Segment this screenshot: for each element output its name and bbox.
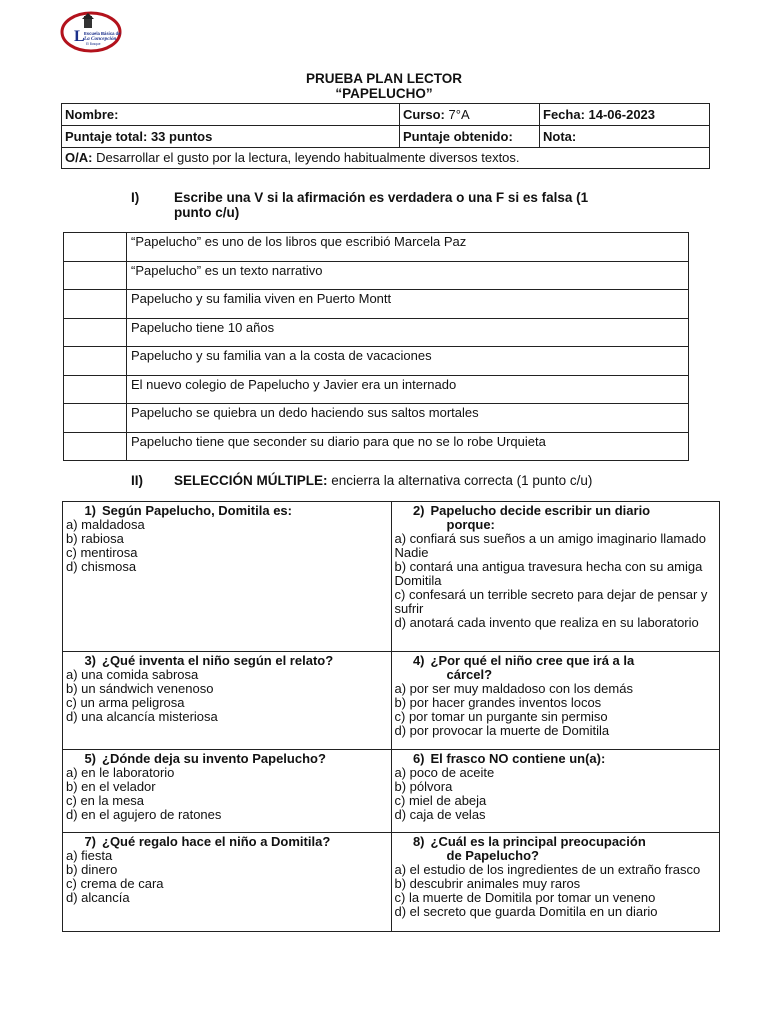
question-cell (391, 833, 720, 932)
logo-line3: El Bosque (86, 42, 101, 46)
answer-option[interactable]: c) mentirosa (66, 545, 138, 560)
page-subtitle: “PAPELUCHO” (335, 86, 433, 101)
true-false-row (64, 347, 689, 376)
logo-line1: Escuela Básica de (84, 31, 121, 36)
answer-option[interactable]: c) miel de abeja (394, 793, 487, 808)
question-heading (395, 654, 717, 668)
question-number: 6) (412, 751, 425, 766)
section-2-heading (131, 473, 711, 491)
statement-text: El nuevo colegio de Papelucho y Javier era un internado (127, 375, 689, 404)
true-false-row (64, 290, 689, 319)
nombre-label: Nombre: (65, 107, 119, 122)
page-title: PRUEBA PLAN LECTOR (305, 71, 462, 86)
question-heading (395, 752, 717, 766)
statement-text: Papelucho se quiebra un dedo haciendo sus saltos mortales (127, 404, 689, 433)
section-1-instruction-line1: Escribe una V si la afirmación es verdadera o una F si es falsa (1 (174, 190, 589, 205)
answer-option[interactable]: a) por ser muy maldadoso con los demás (394, 681, 633, 696)
question-number: 1) (84, 503, 96, 518)
answer-option[interactable]: a) el estudio de los ingredientes de un extraño frasco (394, 862, 701, 877)
nota-label: Nota: (543, 129, 577, 144)
logo-initial: L (74, 28, 85, 45)
question-row (63, 502, 720, 652)
answer-option[interactable]: c) confesará un terrible secreto para dejar de pensar y sufrir (394, 587, 708, 616)
section-2-instruction: encierra la alternativa correcta (1 punto c/u) (331, 473, 593, 488)
answer-option[interactable]: b) descubrir animales muy raros (394, 876, 581, 891)
question-number: 4) (412, 653, 425, 668)
question-text: El frasco NO contiene un(a): (430, 751, 606, 766)
question-heading (66, 752, 388, 766)
answer-option[interactable]: d) en el agujero de ratones (66, 807, 222, 822)
fecha-label: Fecha: 14-06-2023 (543, 107, 656, 122)
true-false-table (63, 232, 689, 461)
question-text: ¿Qué regalo hace el niño a Domitila? (102, 834, 331, 849)
true-false-row (64, 404, 689, 433)
question-heading (66, 654, 388, 668)
section-1-heading (131, 190, 691, 224)
answer-box[interactable] (64, 261, 127, 290)
answer-option[interactable]: c) crema de cara (66, 876, 164, 891)
statement-text: Papelucho y su familia van a la costa de vacaciones (127, 347, 689, 376)
question-cell (391, 652, 720, 750)
question-cell (391, 502, 720, 652)
answer-option[interactable]: d) una alcancía misteriosa (66, 709, 218, 724)
answer-option[interactable]: a) maldadosa (66, 517, 145, 532)
multiple-choice-table (62, 501, 720, 932)
true-false-row (64, 261, 689, 290)
answer-option[interactable]: b) por hacer grandes inventos locos (394, 695, 602, 710)
answer-box[interactable] (64, 432, 127, 461)
question-cell (63, 750, 392, 833)
answer-option[interactable]: c) la muerte de Domitila por tomar un veneno (394, 890, 656, 905)
answer-option[interactable]: b) dinero (66, 862, 118, 877)
question-number: 3) (84, 653, 96, 668)
question-text: ¿Qué inventa el niño según el relato? (102, 653, 334, 668)
answer-option[interactable]: d) alcancía (66, 890, 130, 905)
true-false-row (64, 432, 689, 461)
question-number: 7) (84, 834, 96, 849)
question-cell (63, 833, 392, 932)
question-row (63, 750, 720, 833)
answer-option[interactable]: b) contará una antigua travesura hecha con su amiga Domitila (394, 559, 703, 588)
puntaje-total: Puntaje total: 33 puntos (65, 129, 213, 144)
question-row (63, 652, 720, 750)
answer-option[interactable]: a) poco de aceite (394, 765, 495, 780)
answer-box[interactable] (64, 404, 127, 433)
answer-box[interactable] (64, 290, 127, 319)
question-text-cont: de Papelucho? (446, 848, 539, 863)
answer-option[interactable]: a) en le laboratorio (66, 765, 175, 780)
section-2-label: SELECCIÓN MÚLTIPLE: (174, 473, 328, 488)
answer-option[interactable]: d) anotará cada invento que realiza en su laboratorio (394, 615, 699, 630)
statement-text: “Papelucho” es uno de los libros que escribió Marcela Paz (127, 233, 689, 262)
answer-option[interactable]: a) una comida sabrosa (66, 667, 199, 682)
question-text: Papelucho decide escribir un diario (430, 503, 651, 518)
statement-text: “Papelucho” es un texto narrativo (127, 261, 689, 290)
statement-text: Papelucho tiene que seconder su diario para que no se lo robe Urquieta (127, 432, 689, 461)
question-number: 8) (412, 834, 425, 849)
answer-box[interactable] (64, 318, 127, 347)
question-text: ¿Por qué el niño cree que irá a la (430, 653, 635, 668)
statement-text: Papelucho y su familia viven en Puerto Montt (127, 290, 689, 319)
section-1-number: I) (131, 190, 140, 205)
question-text-cont: cárcel? (446, 667, 493, 682)
info-table (61, 103, 710, 169)
answer-option[interactable]: a) confiará sus sueños a un amigo imaginario llamado Nadie (394, 531, 706, 560)
question-text: Según Papelucho, Domitila es: (102, 503, 292, 518)
answer-option[interactable]: b) pólvora (394, 779, 453, 794)
answer-box[interactable] (64, 347, 127, 376)
answer-option[interactable]: d) chismosa (66, 559, 137, 574)
question-cell (63, 502, 392, 652)
answer-option[interactable]: b) un sándwich venenoso (66, 681, 214, 696)
answer-option[interactable]: d) caja de velas (394, 807, 486, 822)
question-text: ¿Cuál es la principal preocupación (430, 834, 646, 849)
oa-text: Desarrollar el gusto por la lectura, leyendo habitualmente diversos textos. (96, 150, 520, 165)
logo-line2: La Concepción (84, 36, 117, 42)
section-2-number: II) (131, 473, 143, 488)
school-logo (60, 11, 122, 53)
puntaje-obtenido-label: Puntaje obtenido: (403, 129, 513, 144)
answer-box[interactable] (64, 375, 127, 404)
question-heading (395, 835, 717, 849)
answer-option[interactable]: c) en la mesa (66, 793, 145, 808)
answer-option[interactable]: c) un arma peligrosa (66, 695, 185, 710)
question-number: 2) (412, 503, 425, 518)
answer-option[interactable]: c) por tomar un purgante sin permiso (394, 709, 608, 724)
curso-value: 7°A (448, 107, 470, 122)
question-text: ¿Dónde deja su invento Papelucho? (102, 751, 326, 766)
question-cell (63, 652, 392, 750)
true-false-row (64, 375, 689, 404)
answer-option[interactable]: d) por provocar la muerte de Domitila (394, 723, 610, 738)
question-number: 5) (84, 751, 96, 766)
question-heading (395, 504, 717, 518)
true-false-row (64, 233, 689, 262)
question-row (63, 833, 720, 932)
curso-label: Curso: (403, 107, 445, 122)
answer-option[interactable]: d) el secreto que guarda Domitila en un diario (394, 904, 658, 919)
oa-label: O/A: (65, 150, 93, 165)
answer-option[interactable]: b) rabiosa (66, 531, 124, 546)
answer-option[interactable]: b) en el velador (66, 779, 156, 794)
section-1-instruction-line2: punto c/u) (174, 205, 240, 220)
answer-option[interactable]: a) fiesta (66, 848, 113, 863)
question-heading (66, 504, 388, 518)
question-text-cont: porque: (446, 517, 495, 532)
question-heading (66, 835, 388, 849)
question-cell (391, 750, 720, 833)
answer-box[interactable] (64, 233, 127, 262)
statement-text: Papelucho tiene 10 años (127, 318, 689, 347)
true-false-row (64, 318, 689, 347)
